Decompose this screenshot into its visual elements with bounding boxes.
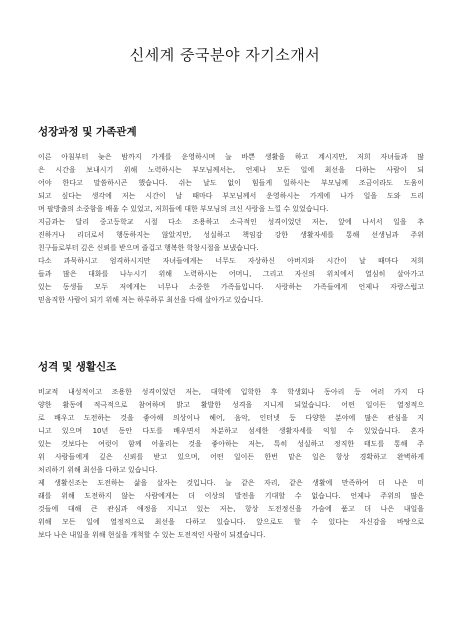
text-line: 위해 모든 일에 열정적으로 최선을 다하고 있습니다. 앞으로도 할 수 있다는 자신감을 바탕으로	[38, 518, 424, 526]
text-line: 진하거나 리더로서 행동하지는 않았지만, 성실하고 책임감 강한 생활자세를 통해 선생님과 주위	[38, 231, 424, 239]
text-line: 들과 많은 대화를 나누시기 위해 노력하시는 어머니, 그리고 자신의 위치에서 열심히 살아가고	[38, 270, 424, 278]
text-line: 친구들로부터 깊은 신뢰를 받으며 즐겁고 행복한 학창시절을 보냈습니다.	[38, 244, 259, 252]
text-line: 지금과는 달리 중고등학교 시절 다소 조용하고 소극적인 성격이었던 저는, 앞에 나서서 일을 추	[38, 218, 424, 226]
text-line: 제 생활신조는 도전하는 삶을 살자는 것입니다. 늘 같은 자리, 같은 생활에 만족하여 더 나은 미	[38, 479, 424, 487]
text-line: 것들에 대해 큰 관심과 애정을 지니고 있는 저는, 항상 도전정신을 가슴에 품고 더 나은 내일을	[38, 505, 424, 513]
section-body-growth	[38, 151, 424, 307]
text-line: 보다 나은 내일을 위해 현실을 개척할 수 있는 도전적인 사람이 되겠습니다.	[38, 531, 266, 539]
text-line: 믿음직한 사람이 되기 위해 저는 하루하루 최선을 다해 살아가고 있습니다.	[38, 296, 264, 304]
text-line: 다소 과묵하시고 엄격하시지만 자녀들에게는 너무도 자상하신 아버지와 시간이 날 때마다 저희	[38, 257, 424, 265]
text-line: 위 사람들에게 깊은 신뢰를 받고 있으며, 어떤 일이든 한번 맡은 일은 항상 경확하고 완벽하게	[38, 453, 424, 461]
section-body-personality	[38, 386, 424, 542]
text-line: 되고 싶다는 생각에 저는 시간이 날 때마다 부모님께서 운영하시는 가게에 나가 일을 도와 드리	[38, 192, 424, 200]
text-line: 비교적 내성적이고 조용한 성격이었던 저는, 대학에 입학한 후 학생회나 동아리 등 여러 가지 다	[38, 388, 424, 396]
text-line: 며 팔방출의 소중함을 배울 수 있었고, 저희들에 대한 부모님의 크신 사랑을 느낄 수 있었습니다.	[38, 205, 329, 213]
text-line: 있는 것보다는 여럿이 함께 어울리는 것을 좋아하는 저는, 특히 성실하고 정직한 태도를 통해 주	[38, 440, 424, 448]
text-line: 이른 아침부터 늦은 밤까지 가게를 운영하시며 늘 바쁜 생활을 하고 계시지만, 저희 자녀들과 많	[38, 153, 424, 161]
section-heading-growth: 성장과정 및 가족관계	[38, 126, 137, 138]
text-line: 처리하기 위해 최선을 다하고 있습니다.	[38, 466, 158, 474]
text-line: 어야 한다고 말씀하시곤 했습니다. 쉬는 날도 없이 힘들게 일하시는 부모님께 조금이라도 도움이	[38, 179, 424, 187]
text-line: 은 시간을 보내시기 위해 노력하시는 부모님께서는, 언제나 모든 일에 최선을 다하는 사람이 되	[38, 166, 424, 174]
text-line: 양한 활동에 적극적으로 참여하며 밝고 활발한 성격을 지니게 되었습니다. 어떤 일이든 열정적으	[38, 401, 424, 409]
text-line: 로 배우고 도전하는 것을 좋아해 의상이나 헤어, 음악, 인터넷 등 다양한 분야에 많은 관심을 지	[38, 414, 424, 422]
text-line: 래를 위해 도전하지 않는 사람에게는 더 이상의 발전을 기대할 수 없습니다. 언제나 주위의 많은	[38, 492, 424, 500]
section-heading-personality: 성격 및 생활신조	[38, 361, 117, 373]
text-line: 있는 동생들 모두 저에게는 너무나 소중한 가족들입니다. 사랑하는 가족들에게 언제나 자랑스럽고	[38, 283, 424, 291]
document-title: 신세계 중국분야 자기소개서	[129, 46, 321, 64]
text-line: 니고 있으며 10년 동안 다도를 배우면서 차분하고 섬세한 생활자세를 익힐 수 있었습니다. 혼자	[38, 427, 424, 435]
